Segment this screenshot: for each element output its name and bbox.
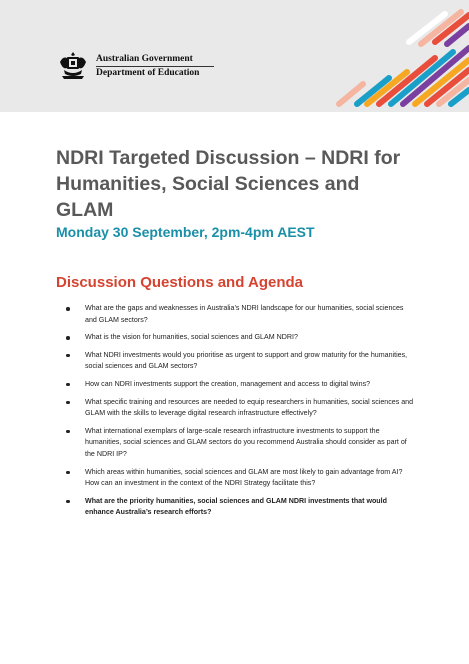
page-title: NDRI Targeted Discussion – NDRI for Humanities, Social Sciences and GLAM bbox=[56, 147, 401, 221]
bullet-icon bbox=[66, 383, 70, 387]
list-item bbox=[56, 350, 416, 373]
department-name: Department of Education bbox=[96, 68, 200, 78]
event-date: Monday 30 September, 2pm-4pm AEST bbox=[56, 224, 315, 240]
list-item bbox=[56, 379, 416, 391]
government-name: Australian Government bbox=[96, 54, 193, 64]
header-band bbox=[0, 0, 469, 112]
list-item bbox=[56, 467, 416, 490]
question-text: What specific training and resources are needed to equip researchers in humanities, social sciences and GLAM with the skills to leverage digital research infrastructure effectively? bbox=[85, 397, 414, 418]
bullet-icon bbox=[66, 307, 70, 311]
section-heading: Discussion Questions and Agenda bbox=[56, 274, 303, 291]
question-text: Which areas within humanities, social sciences and GLAM are most likely to gain advantage from AI? How can an investment in the context of the NDRI Strategy facilitate this? bbox=[85, 467, 403, 488]
question-text: What are the priority humanities, social sciences and GLAM NDRI investments that would enhance Australia’s research efforts? bbox=[85, 496, 387, 517]
coat-of-arms-icon bbox=[56, 48, 90, 82]
question-text: What international exemplars of large-scale research infrastructure investments to support the humanities, social sciences and GLAM sectors do you recommend Australia should consider as part of the NDRI IP? bbox=[85, 426, 407, 458]
question-list bbox=[56, 303, 416, 525]
bullet-icon bbox=[66, 500, 70, 504]
decorative-stripes bbox=[239, 0, 469, 112]
list-item bbox=[56, 303, 416, 326]
bullet-icon bbox=[66, 354, 70, 358]
bullet-icon bbox=[66, 471, 70, 475]
bullet-icon bbox=[66, 336, 70, 340]
bullet-icon bbox=[66, 430, 70, 434]
list-item bbox=[56, 332, 416, 344]
logo-divider bbox=[96, 66, 214, 67]
question-text: What NDRI investments would you prioritise as urgent to support and grow maturity for the humanities, social sciences and GLAM sectors? bbox=[85, 350, 408, 371]
list-item bbox=[56, 496, 416, 519]
question-text: What are the gaps and weaknesses in Australia’s NDRI landscape for our humanities, social sciences and GLAM sectors? bbox=[85, 304, 404, 324]
question-text: How can NDRI investments support the creation, management and access to digital twins? bbox=[85, 379, 371, 388]
list-item bbox=[56, 397, 416, 420]
question-text: What is the vision for humanities, social sciences and GLAM NDRI? bbox=[85, 333, 298, 342]
bullet-icon bbox=[66, 401, 70, 405]
list-item bbox=[56, 426, 416, 461]
government-logo bbox=[56, 48, 216, 84]
